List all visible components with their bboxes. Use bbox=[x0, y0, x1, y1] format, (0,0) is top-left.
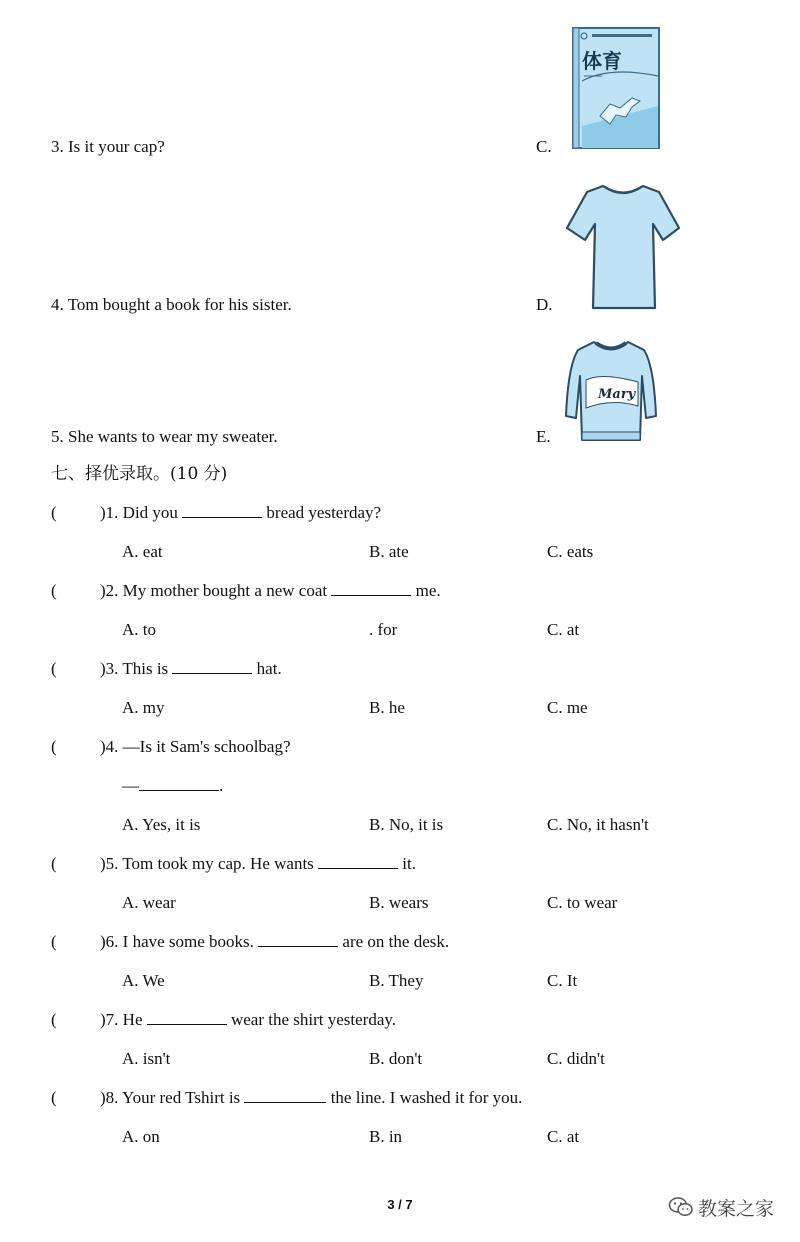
answer-blank bbox=[331, 581, 411, 596]
question-4-answer-line: — . bbox=[122, 776, 224, 795]
question-4-stem: )4. —Is it Sam's schoolbag? bbox=[100, 737, 291, 756]
question-5-option-b: B. wears bbox=[369, 893, 429, 912]
watermark-text: 教案之家 bbox=[698, 1198, 775, 1220]
matching-letter-d: D. bbox=[536, 295, 553, 314]
pe-book-picture bbox=[570, 26, 662, 150]
answer-paren: ( bbox=[51, 737, 57, 756]
t-shirt-picture bbox=[563, 180, 683, 312]
question-1-stem: )1. Did you bread yesterday? bbox=[100, 503, 382, 522]
sweater-name-text: Mary bbox=[598, 387, 636, 402]
answer-blank bbox=[172, 659, 252, 674]
question-7-option-a: A. isn't bbox=[122, 1049, 171, 1068]
question-8-stem: )8. Your red Tshirt is the line. I washed it for you. bbox=[100, 1088, 523, 1107]
question-1-option-a: A. eat bbox=[122, 542, 163, 561]
question-6-option-c: C. It bbox=[547, 971, 578, 990]
answer-paren: ( bbox=[51, 1088, 57, 1107]
matching-letter-c: C. bbox=[536, 137, 552, 156]
answer-blank bbox=[244, 1088, 326, 1103]
question-3-option-a: A. my bbox=[122, 698, 165, 717]
question-1-option-c: C. eats bbox=[547, 542, 594, 561]
question-2-stem: )2. My mother bought a new coat me. bbox=[100, 581, 441, 600]
answer-blank bbox=[318, 854, 398, 869]
question-2-option-b: . for bbox=[369, 620, 398, 639]
question-8-option-a: A. on bbox=[122, 1127, 160, 1146]
page-number: 3 / 7 bbox=[387, 1197, 413, 1212]
question-6-option-a: A. We bbox=[122, 971, 165, 990]
matching-letter-e: E. bbox=[536, 427, 551, 446]
question-6-option-b: B. They bbox=[369, 971, 424, 990]
question-4-option-a: A. Yes, it is bbox=[122, 815, 201, 834]
answer-paren: ( bbox=[51, 932, 57, 951]
question-2-option-a: A. to bbox=[122, 620, 156, 639]
answer-blank bbox=[139, 776, 219, 791]
answer-paren: ( bbox=[51, 581, 57, 600]
matching-question-4: 4. Tom bought a book for his sister. bbox=[51, 295, 292, 314]
book-title-text: 体育 bbox=[582, 49, 622, 73]
answer-paren: ( bbox=[51, 854, 57, 873]
question-3-stem: )3. This is hat. bbox=[100, 659, 282, 678]
question-5-option-a: A. wear bbox=[122, 893, 176, 912]
answer-paren: ( bbox=[51, 503, 57, 522]
question-3-option-c: C. me bbox=[547, 698, 588, 717]
question-5-option-c: C. to wear bbox=[547, 893, 618, 912]
question-7-option-b: B. don't bbox=[369, 1049, 423, 1068]
section-title: 七、择优录取。(10 分) bbox=[51, 464, 228, 484]
wechat-icon bbox=[668, 1196, 694, 1222]
question-7-option-c: C. didn't bbox=[547, 1049, 605, 1068]
sweater-picture bbox=[562, 336, 660, 444]
question-5-stem: )5. Tom took my cap. He wants it. bbox=[100, 854, 416, 873]
question-1-option-b: B. ate bbox=[369, 542, 409, 561]
matching-question-5: 5. She wants to wear my sweater. bbox=[51, 427, 278, 446]
question-7-stem: )7. He wear the shirt yesterday. bbox=[100, 1010, 397, 1029]
watermark bbox=[668, 1196, 774, 1222]
answer-paren: ( bbox=[51, 659, 57, 678]
answer-paren: ( bbox=[51, 1010, 57, 1029]
question-3-option-b: B. he bbox=[369, 698, 405, 717]
question-8-option-b: B. in bbox=[369, 1127, 403, 1146]
question-2-option-c: C. at bbox=[547, 620, 580, 639]
matching-question-3: 3. Is it your cap? bbox=[51, 137, 165, 156]
answer-blank bbox=[182, 503, 262, 518]
question-4-option-b: B. No, it is bbox=[369, 815, 444, 834]
answer-blank bbox=[147, 1010, 227, 1025]
answer-blank bbox=[258, 932, 338, 947]
question-8-option-c: C. at bbox=[547, 1127, 580, 1146]
question-6-stem: )6. I have some books. are on the desk. bbox=[100, 932, 450, 951]
question-4-option-c: C. No, it hasn't bbox=[547, 815, 649, 834]
